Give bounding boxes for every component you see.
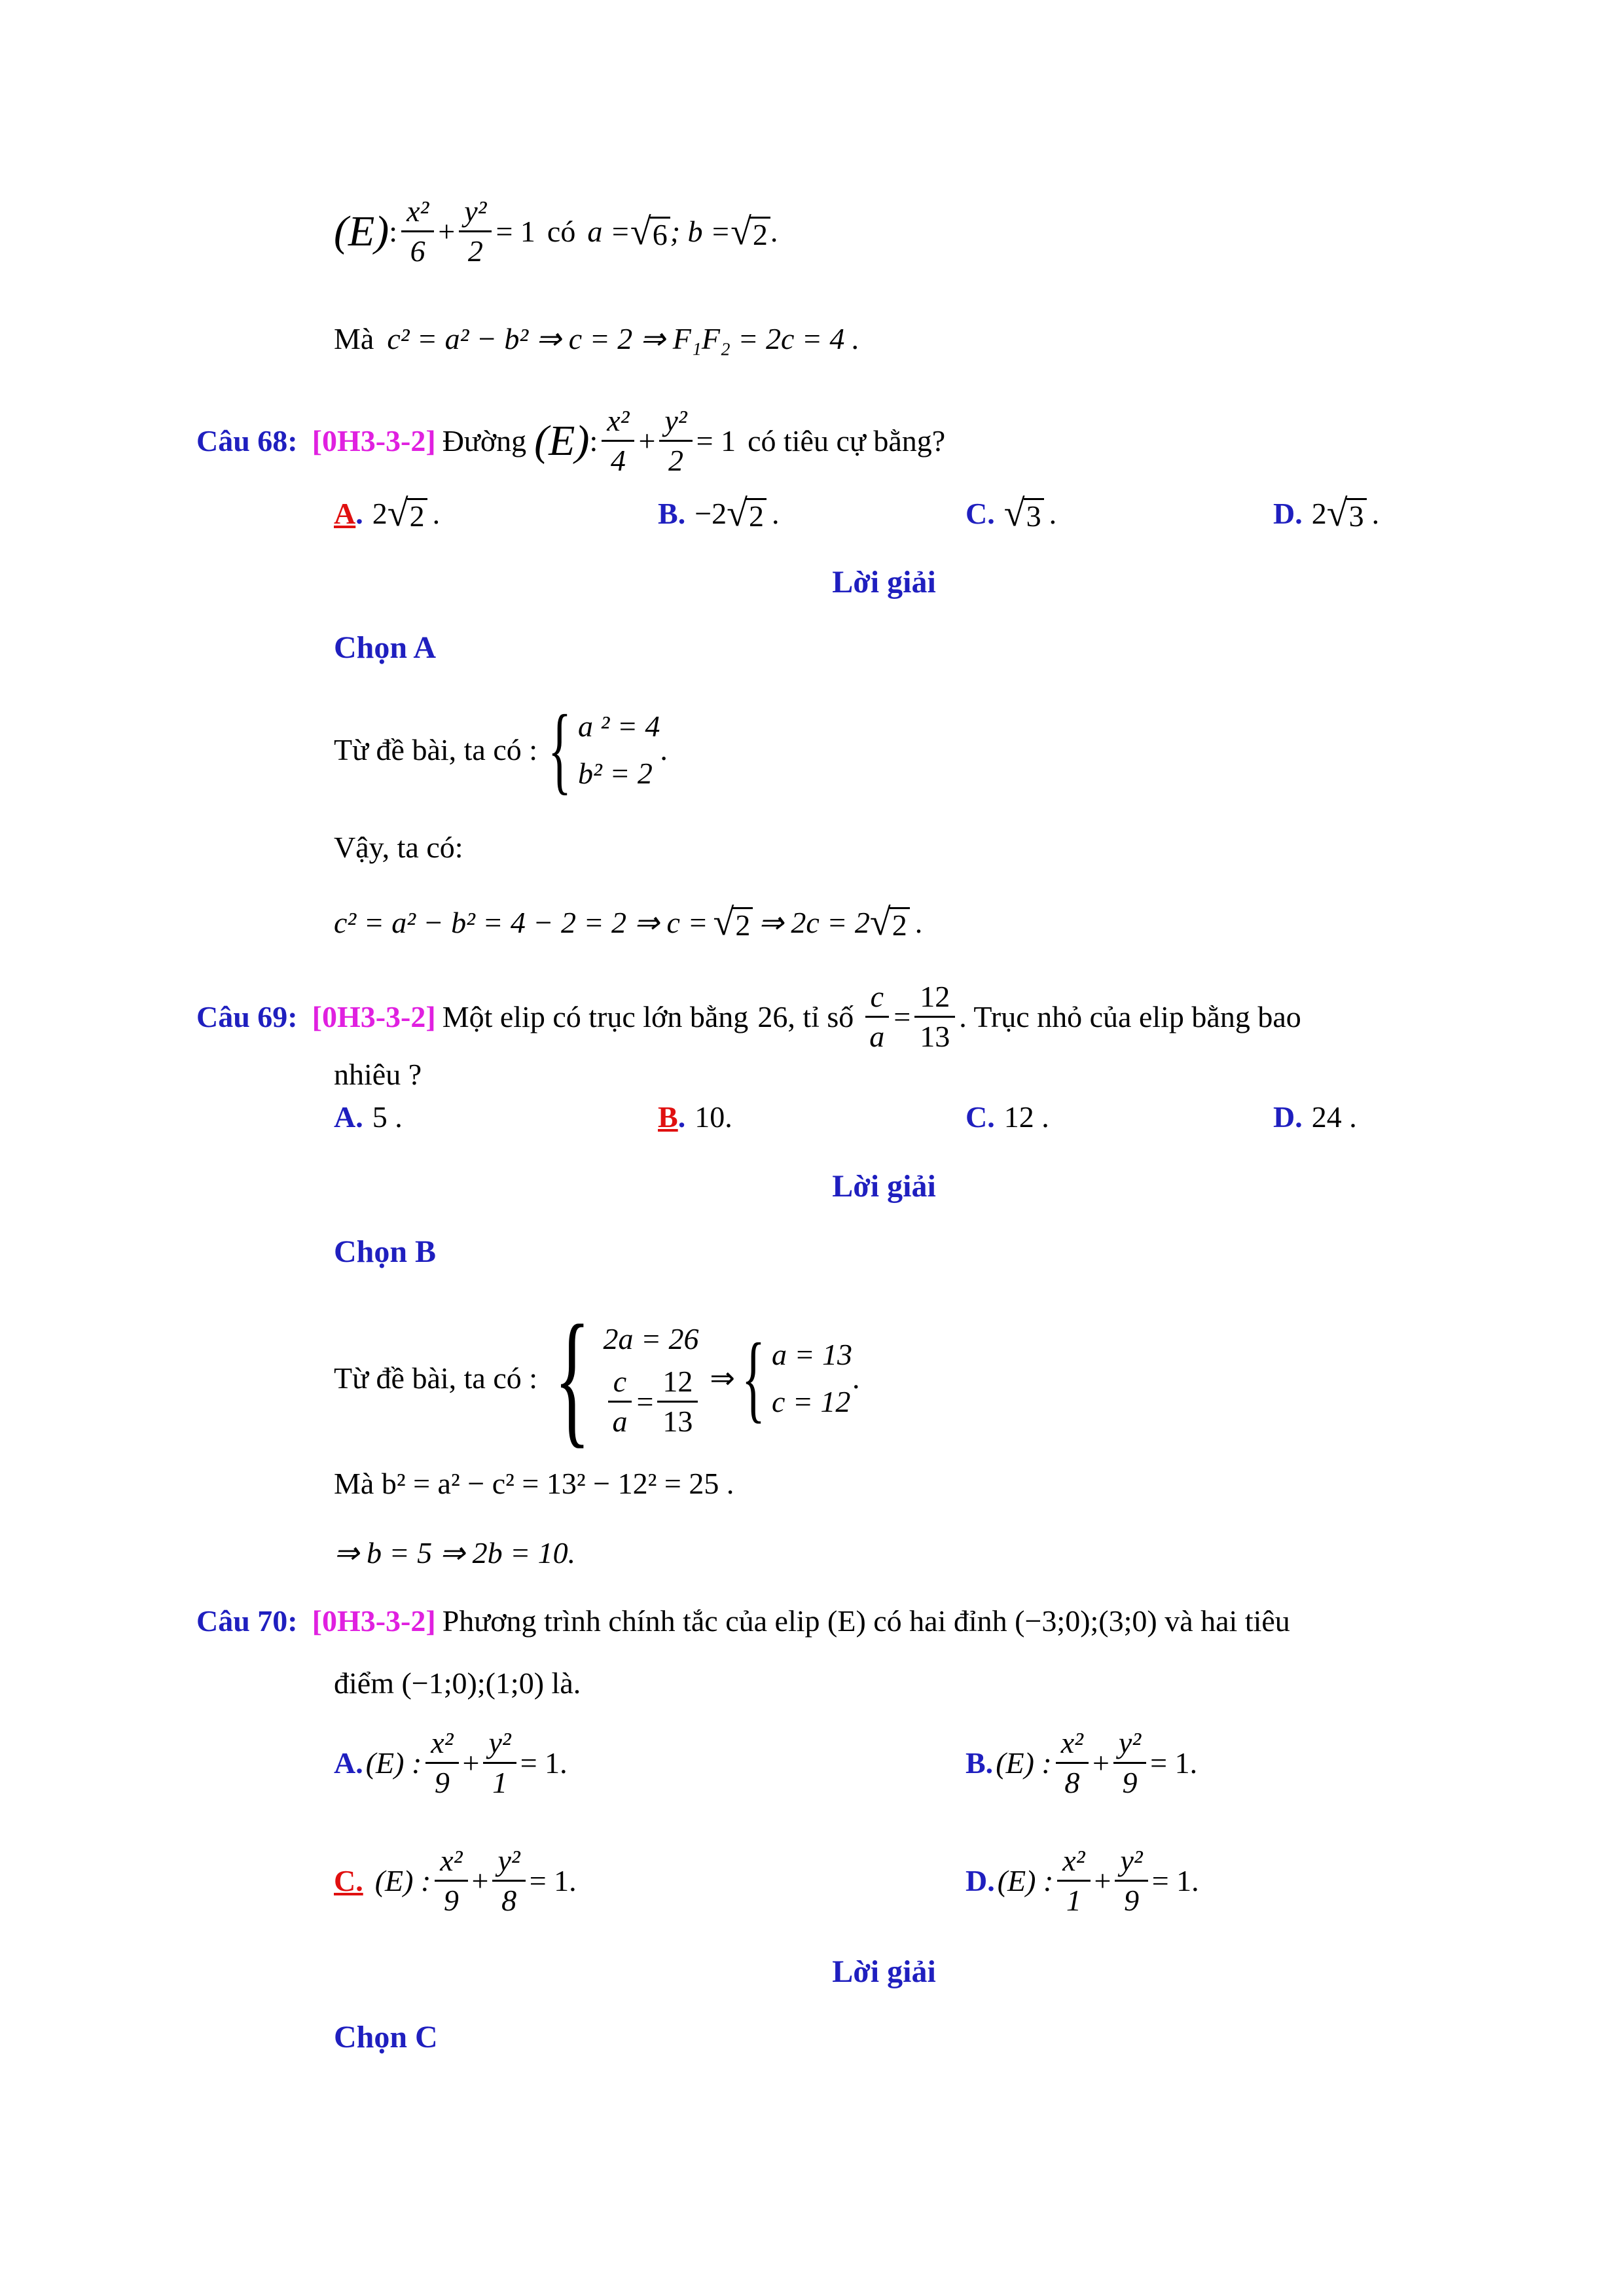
q68-option-b[interactable]: B . −2 √ 2 . [658, 492, 780, 534]
q68-choice: Chọn A [334, 630, 437, 665]
fraction-y2-2: $\frac{\text{y²}}{2}$ [459, 196, 492, 266]
q69-option-b[interactable]: B . 10. [658, 1100, 732, 1134]
question-number: Câu 68: [196, 424, 298, 457]
sqrt-6: √ 6 [630, 213, 670, 251]
question-69: Câu 69: [0H3-3-2] Một elip có trục lớn bằng 26 , tỉ số $\frac{c}{a}$ = $\frac{12}{13}$ . Trục nhỏ của elip bằng bao [196, 980, 1301, 1053]
q68-option-d[interactable]: D . 2 √ 3 . [1273, 492, 1380, 534]
q69-solution-system: Từ đề bài, ta có : { 2a = 26 $\frac{c}{a}$ = $\frac{12}{13}$ ⇒ { a = 13 c = 12 . [334, 1294, 860, 1461]
q70-option-a[interactable]: A. (E) : $\frac{\text{x²}}{9}$ + $\frac{\text{y²}}{1}$ = 1. [334, 1726, 568, 1799]
q68-sol-line3: c² = a² − b² = 4 − 2 = 2 ⇒ c = √ 2 ⇒ 2c = 2 √ 2 . [334, 901, 923, 943]
q69-option-d[interactable]: D . 24 . [1273, 1100, 1357, 1134]
q68-sol-line2: Vậy, ta có: [334, 831, 463, 864]
question-number: Câu 70: [196, 1604, 298, 1638]
question-code: [0H3-3-2] [312, 424, 436, 457]
q70-solution-heading: Lời giải [832, 1954, 936, 1989]
q70-option-b[interactable]: B. (E) : $\frac{\text{x²}}{8}$ + $\frac{\text{y²}}{9}$ = 1. [965, 1726, 1198, 1799]
q70-line2: điểm (−1;0);(1;0) là. [334, 1666, 581, 1700]
q69-solution-heading: Lời giải [832, 1169, 936, 1204]
q68-option-a[interactable]: A . 2 √ 2 . [334, 492, 441, 534]
question-code: [0H3-3-2] [312, 1604, 436, 1638]
q69-line2: nhiêu ? [334, 1058, 422, 1091]
q69-sol-line3: ⇒ b = 5 ⇒ 2b = 10. [334, 1536, 576, 1570]
top-equation-line: (E) : $\frac{\text{x²}}{6}$ + $\frac{\text{y²}}{2}$ = 1 có a = √ 6 ; b = √ 2 . [334, 194, 778, 268]
ellipse-label: (E) [334, 207, 389, 255]
fraction-x2-6: $\frac{\text{x²}}{6}$ [401, 196, 434, 266]
q69-choice: Chọn B [334, 1234, 437, 1269]
q69-option-c[interactable]: C . 12 . [965, 1100, 1049, 1134]
q70-option-c[interactable]: C. (E) : $\frac{\text{x²}}{9}$ + $\frac{\text{y²}}{8}$ = 1. [334, 1844, 577, 1917]
q70-choice: Chọn C [334, 2020, 438, 2054]
q68-option-c[interactable]: C . √ 3 . [965, 492, 1057, 534]
q68-solution-heading: Lời giải [832, 565, 936, 600]
q69-sol-line2: Mà b² = a² − c² = 13² − 12² = 25 . [334, 1467, 734, 1500]
sqrt-2: √ 2 [731, 213, 770, 251]
question-number: Câu 69: [196, 1000, 298, 1033]
q70-option-d[interactable]: D. (E) : $\frac{\text{x²}}{1}$ + $\frac{\text{y²}}{9}$ = 1. [965, 1844, 1199, 1917]
q69-option-a[interactable]: A . 5 . [334, 1100, 403, 1134]
question-68: Câu 68: [0H3-3-2] Đường (E) : $\frac{\text{x²}}{4}$ + $\frac{\text{y²}}{2}$ = 1 có tiêu cự bằng? [196, 404, 946, 477]
top-focal-line: Mà c² = a² − b² ⇒ c = 2 ⇒ F₁F₂ = 2c = 4 . [334, 321, 859, 355]
q68-solution-system: Từ đề bài, ta có : { a ² = 4 b² = 2 . [334, 695, 668, 804]
question-code: [0H3-3-2] [312, 1000, 436, 1033]
question-70: Câu 70: [0H3-3-2] Phương trình chính tắc của elip (E) có hai đỉnh (−3;0);(3;0) và hai tiêu [196, 1604, 1290, 1638]
